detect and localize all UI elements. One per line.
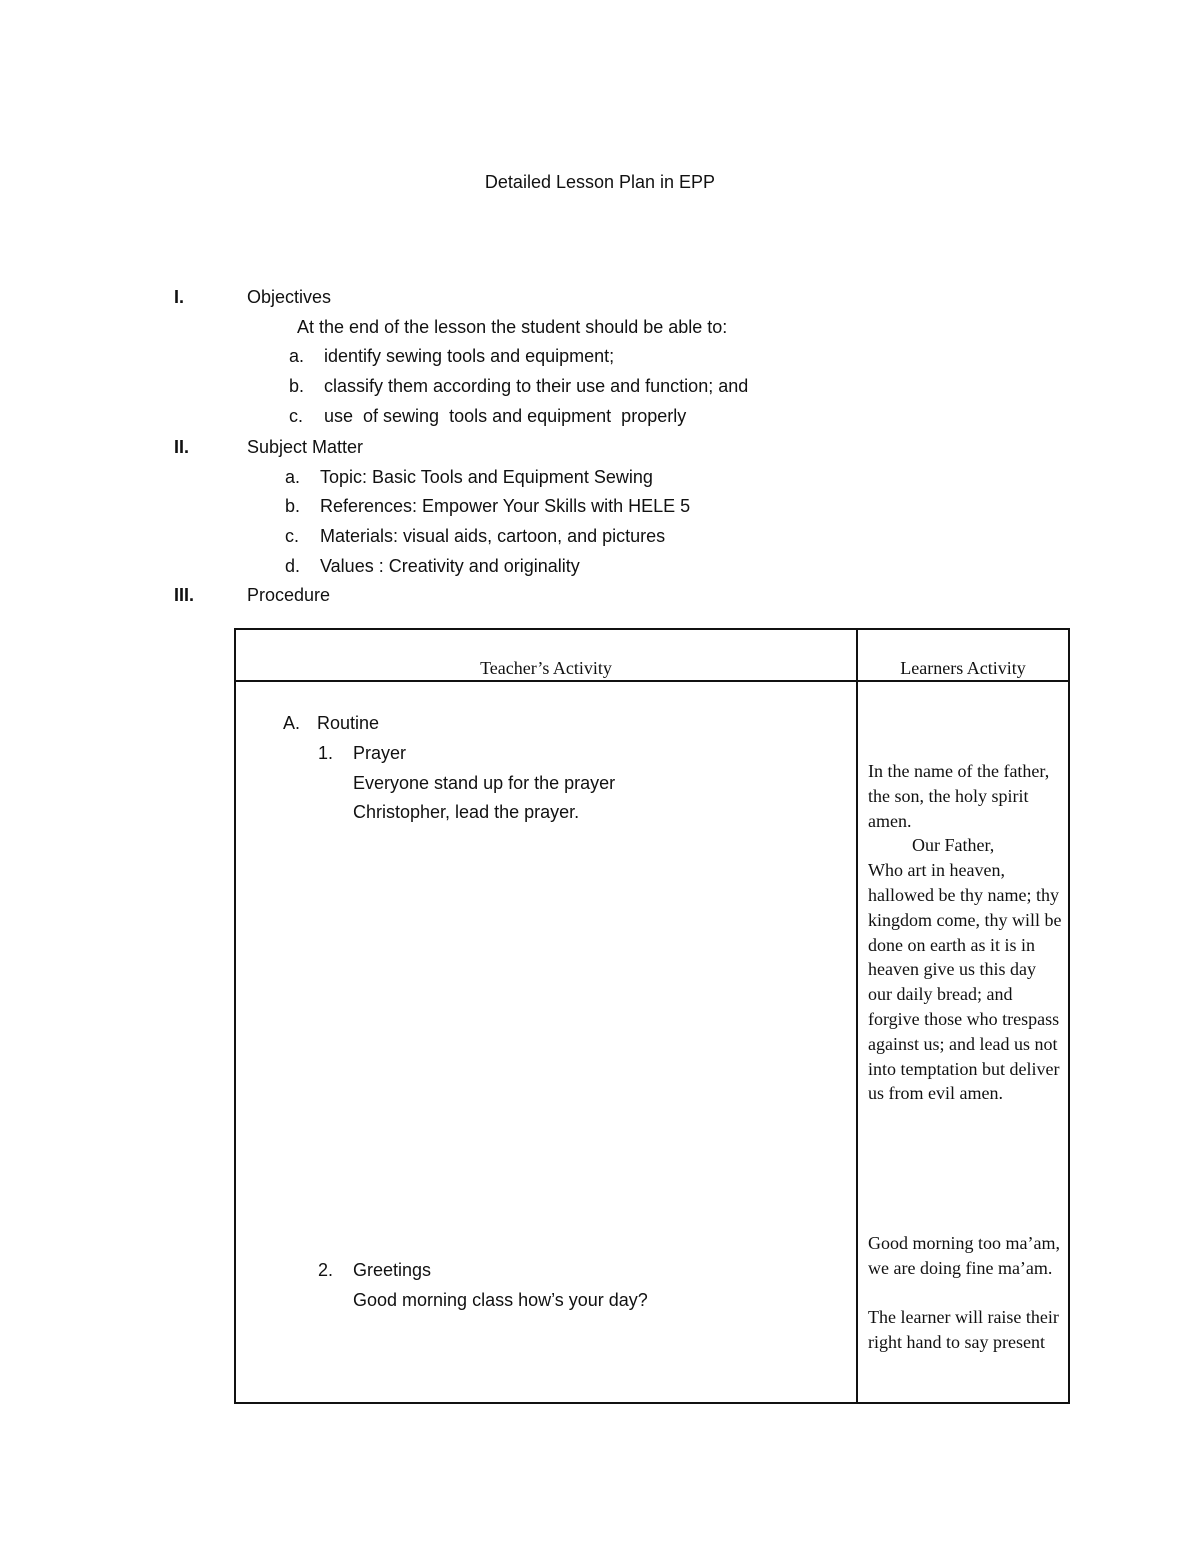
subject-marker: d.: [285, 556, 301, 576]
our-father-text: Who art in heaven, hallowed be thy name; thy kingdom come, thy will be done on earth as it is in heaven give us this day our daily bread; and forgive those who trespass against us; and lead us not into temptation but deliver us from evil amen.: [868, 860, 1062, 1104]
our-father-title: Our Father,: [912, 835, 995, 856]
table-header-divider: [236, 680, 1068, 682]
subject-item: References: Empower Your Skills with HELE 5: [320, 496, 691, 516]
section-heading-procedure: Procedure: [247, 585, 331, 605]
subject-marker: b.: [285, 496, 301, 516]
greetings-line: Good morning class how’s your day?: [353, 1290, 648, 1310]
objective-marker: c.: [289, 406, 304, 426]
subject-item: Topic: Basic Tools and Equipment Sewing: [320, 467, 653, 487]
objectives-intro: At the end of the lesson the student should be able to:: [297, 317, 728, 337]
subject-item: Materials: visual aids, cartoon, and pictures: [320, 526, 666, 546]
prayer-response: In the name of the father, the son, the holy spirit amen.: [868, 761, 1050, 831]
prayer-instruction: Christopher, lead the prayer.: [353, 802, 580, 822]
section-heading-subject-matter: Subject Matter: [247, 437, 364, 457]
greeting-response: Good morning too ma’am, we are doing fine ma’am.: [868, 1233, 1060, 1278]
subject-item: Values : Creativity and originality: [320, 556, 580, 576]
table-column-divider: [856, 630, 858, 1402]
section-numeral-subject-matter: II.: [174, 437, 190, 457]
learner-prayer-block: [868, 759, 1064, 1106]
prayer-instruction: Everyone stand up for the prayer: [353, 773, 616, 793]
greetings-marker: 2.: [318, 1260, 334, 1280]
objective-item: identify sewing tools and equipment;: [324, 346, 615, 366]
section-numeral-procedure: III.: [174, 585, 195, 605]
objective-item: classify them according to their use and function; and: [324, 376, 749, 396]
objective-item: use of sewing tools and equipment properly: [324, 406, 687, 426]
section-numeral-objectives: I.: [174, 287, 185, 307]
subject-marker: a.: [285, 467, 301, 487]
objective-marker: b.: [289, 376, 305, 396]
section-heading-objectives: Objectives: [247, 287, 332, 307]
page-title: Detailed Lesson Plan in EPP: [484, 172, 716, 192]
objective-marker: a.: [289, 346, 305, 366]
attendance-response: The learner will raise their right hand to say present: [868, 1307, 1059, 1353]
prayer-marker: 1.: [318, 743, 334, 763]
subject-marker: c.: [285, 526, 300, 546]
learner-greeting-block: [868, 1231, 1064, 1355]
learners-activity-header: Learners Activity: [900, 658, 1026, 678]
routine-marker: A.: [283, 713, 301, 733]
greetings-label: Greetings: [353, 1260, 432, 1280]
teacher-activity-header: Teacher’s Activity: [480, 658, 612, 678]
routine-label: Routine: [317, 713, 380, 733]
prayer-label: Prayer: [353, 743, 407, 763]
